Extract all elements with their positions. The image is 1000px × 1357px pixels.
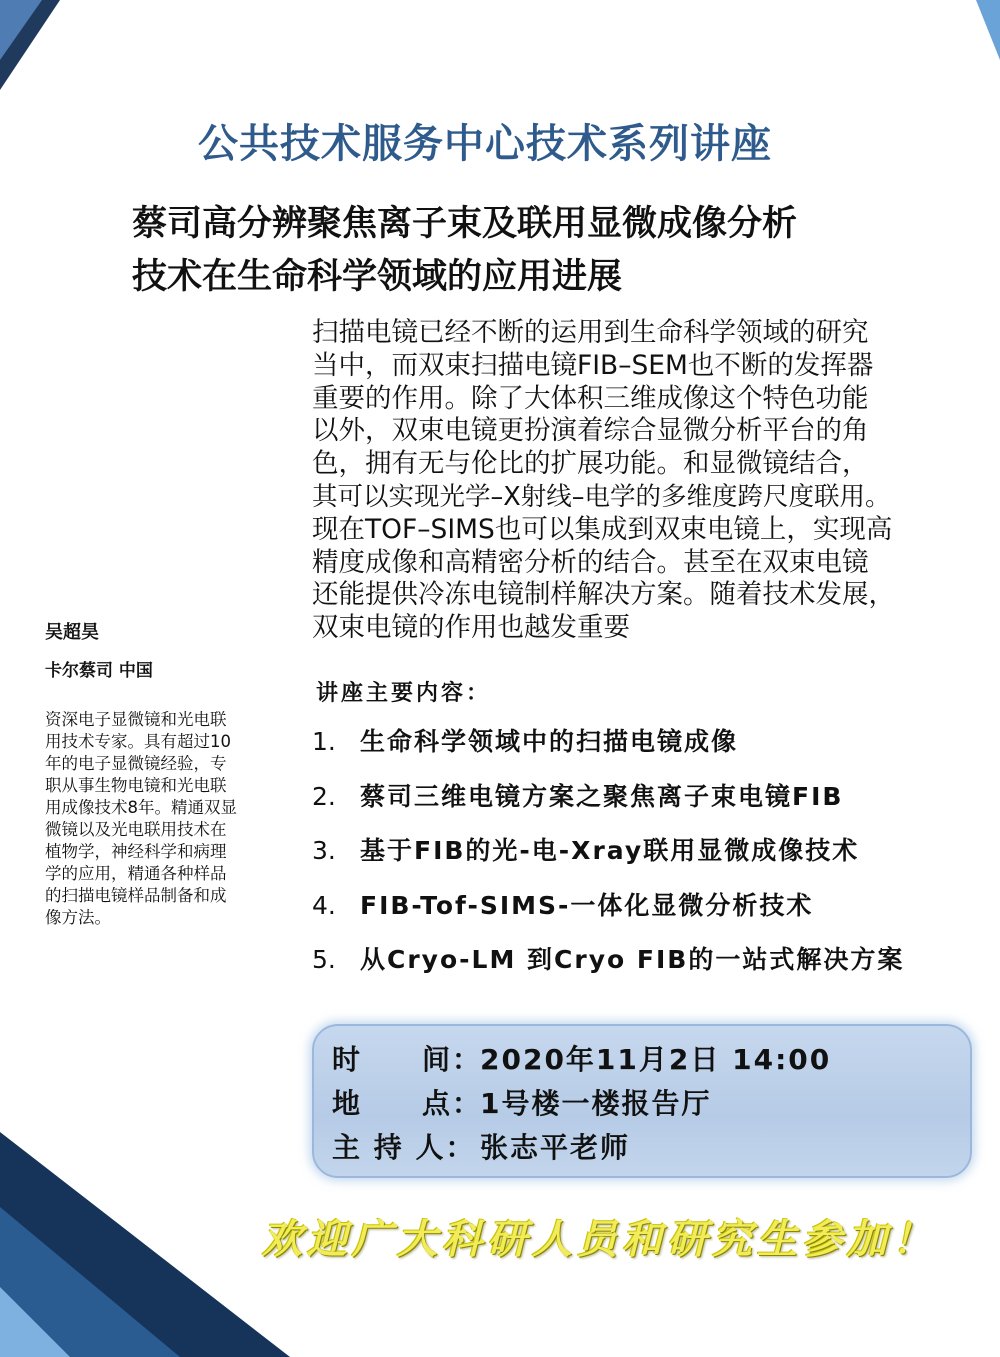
contents-item-number: 2. xyxy=(312,781,336,811)
speaker-bio-line: 像方法。 xyxy=(45,908,111,927)
welcome-banner: 欢迎广大科研人员和研究生参加！ xyxy=(262,1217,937,1263)
contents-item-number: 4. xyxy=(312,890,336,920)
abstract-line: 色，拥有无与伦比的扩展功能。和显微镜结合， xyxy=(312,448,869,480)
abstract-line: 其可以实现光学–X射线–电学的多维度跨尺度联用。 xyxy=(312,481,891,512)
abstract-line: 扫描电镜已经不断的运用到生命科学领域的研究 xyxy=(312,317,869,348)
talk-title xyxy=(132,198,962,304)
place-row xyxy=(332,1082,711,1122)
contents-item-text: 从Cryo-LM 到Cryo FIB的一站式解决方案 xyxy=(360,945,905,974)
contents-item-number: 3. xyxy=(312,836,336,865)
abstract-line: 双束电镜的作用也越发重要 xyxy=(312,612,630,644)
speaker-bio-line: 资深电子显微镜和光电联 xyxy=(45,710,227,729)
speaker-bio-line: 用成像技术8年。精通双显 xyxy=(45,798,237,817)
speaker-organization: 卡尔蔡司 中国 xyxy=(45,661,153,681)
contents-item xyxy=(312,777,904,832)
speaker-bio-line: 用技术专家。具有超过10 xyxy=(45,732,231,751)
host-label: 主 持 人： xyxy=(332,1131,476,1164)
corner-decoration-top-right xyxy=(976,0,1000,60)
speaker-bio-line: 学的应用，精通各种样品 xyxy=(45,864,227,883)
talk-title-line: 技术在生命科学领域的应用进展 xyxy=(132,257,623,297)
event-info-box xyxy=(312,1024,972,1178)
speaker-bio-line: 职从事生物电镜和光电联 xyxy=(45,776,227,795)
contents-item-text: 蔡司三维电镜方案之聚焦离子束电镜FIB xyxy=(360,781,844,811)
contents-heading: 讲座主要内容： xyxy=(316,681,492,706)
contents-item-number: 1. xyxy=(312,727,336,756)
speaker-name: 吴超昊 xyxy=(45,622,99,643)
abstract-line: 现在TOF–SIMS也可以集成到双束电镜上，实现高 xyxy=(312,513,893,545)
speaker-bio xyxy=(45,709,290,929)
speaker-bio-line: 微镜以及光电联用技术在 xyxy=(45,820,227,839)
time-value: 2020年11月2日 14:00 xyxy=(480,1043,832,1076)
abstract-line: 以外，双束电镜更扮演着综合显微分析平台的角 xyxy=(312,415,869,447)
abstract-line: 重要的作用。除了大体积三维成像这个特色功能 xyxy=(312,382,869,414)
contents-item-text: FIB-Tof-SIMS-一体化显微分析技术 xyxy=(360,890,814,920)
speaker-bio-line: 年的电子显微镜经验，专 xyxy=(45,754,227,773)
time-row xyxy=(332,1038,831,1078)
speaker-bio-line: 植物学，神经科学和病理 xyxy=(45,842,227,861)
talk-title-line: 蔡司高分辨聚焦离子束及联用显微成像分析 xyxy=(132,204,798,244)
contents-item xyxy=(312,940,904,995)
contents-item xyxy=(312,722,904,777)
contents-item-text: 生命科学领域中的扫描电镜成像 xyxy=(360,727,739,756)
corner-decoration-top-left-accent xyxy=(0,0,42,60)
abstract-line: 精度成像和高精密分析的结合。甚至在双束电镜 xyxy=(312,546,869,578)
speaker-bio-line: 的扫描电镜样品制备和成 xyxy=(45,886,227,905)
place-label: 地 点： xyxy=(332,1087,483,1120)
abstract xyxy=(312,317,1000,645)
speaker-panel xyxy=(45,618,290,929)
series-title: 公共技术服务中心技术系列讲座 xyxy=(198,121,772,167)
host-row xyxy=(332,1126,630,1166)
host-value: 张志平老师 xyxy=(480,1131,631,1164)
contents-list xyxy=(312,722,904,995)
contents-item xyxy=(312,886,904,941)
time-label: 时 间： xyxy=(332,1043,483,1076)
abstract-line: 当中，而双束扫描电镜FIB–SEM也不断的发挥器 xyxy=(312,349,874,381)
contents-item xyxy=(312,831,904,886)
corner-decoration-bottom-left-light xyxy=(0,1287,70,1357)
abstract-line: 还能提供冷冻电镜制样解决方案。随着技术发展， xyxy=(312,579,895,611)
contents-item-number: 5. xyxy=(312,945,336,974)
place-value: 1号楼一楼报告厅 xyxy=(480,1087,712,1120)
contents-item-text: 基于FIB的光-电-Xray联用显微成像技术 xyxy=(360,836,860,865)
